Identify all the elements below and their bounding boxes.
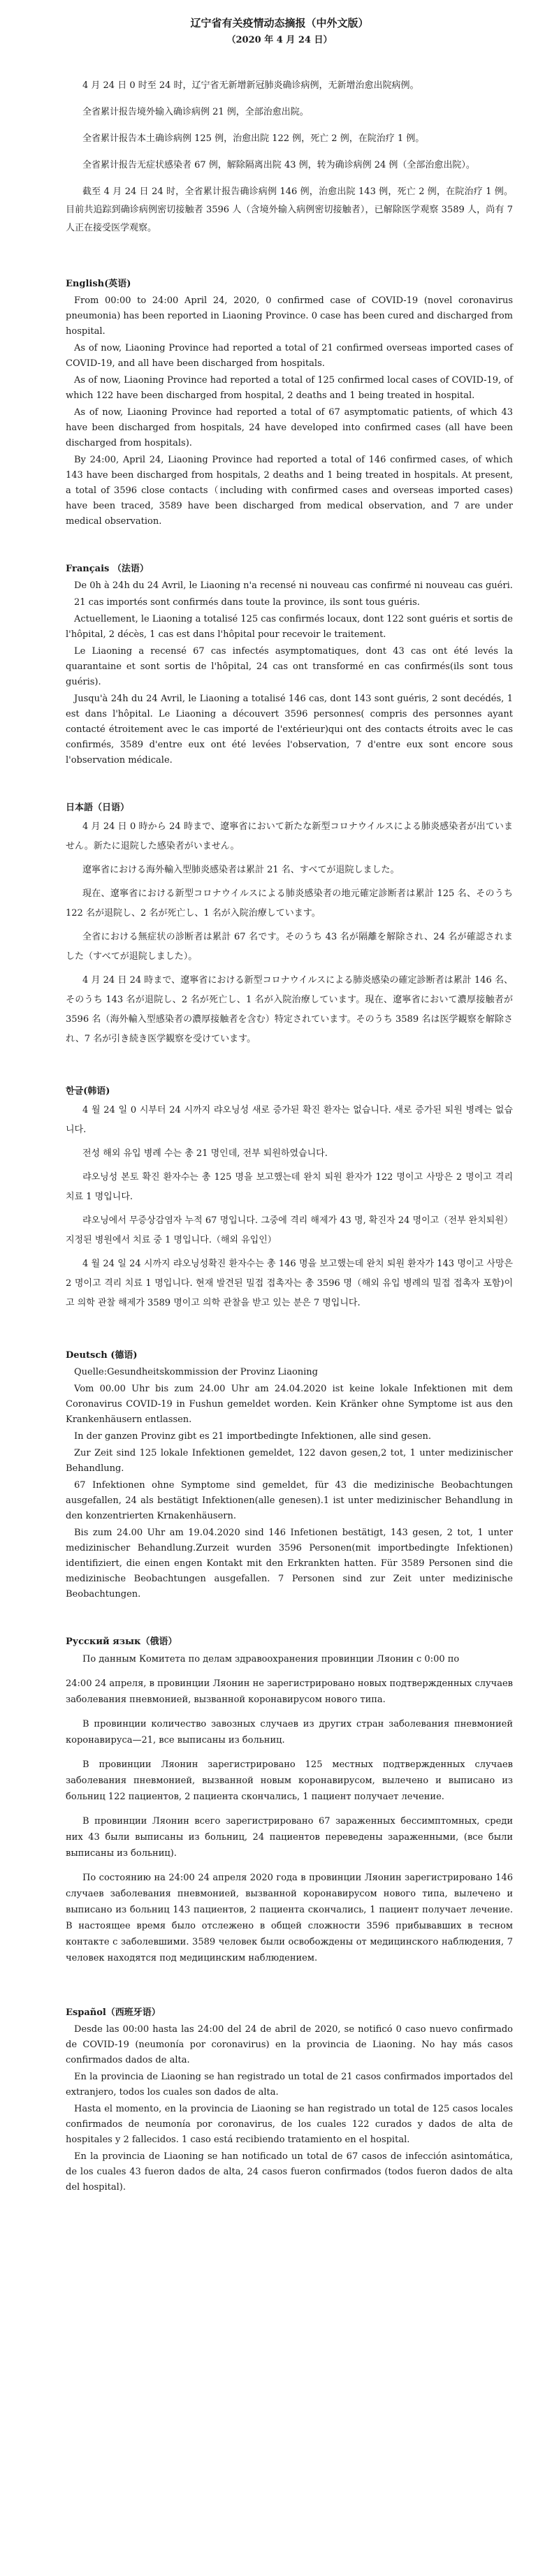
document-header [0,0,559,49]
english-heading: English(英语) [66,279,131,289]
japanese-paragraph: 遼寧省における海外輸入型肺炎感染者は累計 21 名、すべてが退院しました。 [82,865,400,875]
section-divider [66,1604,513,1630]
japanese-heading: 日本語（日语） [66,803,130,813]
zh-paragraph: 截至 4 月 24 日 24 时，全省累计报告确诊病例 146 例，治愈出院 143 例，死亡 2 例，在院治疗 1 例。目前共追踪到确诊病例密切接触者 3596 人（含境外输入病例密切接触者），已解除医学观察 3589 人，尚有 7 人正在接受医学观察。 [66,186,513,233]
document-title: 辽宁省有关疫情动态摘报（中外文版） [190,17,369,29]
japanese-paragraph: 4 月 24 日 24 時まで、遼寧省における新型コロナウイルスによる肺炎感染の確定診断者は累計 146 名、そのうち 143 名が退院し、2 名が死亡し、1 名が入院治療しています。現在、遼寧省において濃厚接触者が 3596 名（海外輸入型感染者の濃厚接触者を含む）特定されています。そのうち 3589 名は医学観察を解除され、7 名が引き続き医学観察を受けています。 [66,975,513,1044]
section-japanese [66,799,513,1049]
section-chinese [66,77,513,237]
korean-paragraph: 랴오닝성 본토 확진 환자수는 총 125 명을 보고했는데 완치 퇴원 환자가 122 명이고 사망은 2 명이고 격리 치료 1 명입니다. [66,1172,513,1202]
spanish-paragraph: En la provincia de Liaoning se han registrado un total de 21 casos confirmados importados del extranjero, todos los cuales son dados de alta. [66,2072,513,2098]
french-paragraph: Jusqu'à 24h du 24 Avril, le Liaoning a totalisé 146 cas, dont 143 sont guéris, 2 sont decédés, 1 est dans l'hôpital. Le Liaoning a découvert 3596 personnes( compris des personnes ayant contacté étroitement avec le cas importé de l'extérieur)qui ont des contacts étroits avec le cas confirmés, 3589 d'entre eux ont été levées l'observation, 7 d'entre eux sont encore sous l'observation médicale. [66,694,513,766]
section-divider [66,1053,513,1080]
zh-paragraph: 4 月 24 日 0 时至 24 时，辽宁省无新增新冠肺炎确诊病例，无新增治愈出院病例。 [82,80,419,91]
french-paragraph: 21 cas importés sont confirmés dans toute la province, ils sont tous guéris. [74,597,420,608]
section-russian [66,1633,513,1966]
korean-paragraph: 랴오닝에서 무증상감염자 누적 67 명입니다. 그중에 격리 해제가 43 명, 확진자 24 명이고（전부 완치퇴원）지정된 병원에서 치료 중 1 명입니다.（해외 유입인） [66,1215,513,1245]
section-divider [66,246,513,272]
russian-paragraph: В провинции Ляонин зарегистрировано 125 местных подтвержденных случаев заболевания пневмонией, вызванной новым коронавирусом, вылечено и выписано из больниц 122 пациентов, 2 пациента скончались, 1 пациент получает лечение. [66,1759,513,1802]
german-heading: Deutsch (德语) [66,1350,138,1361]
german-paragraph: In der ganzen Provinz gibt es 21 importbedingte Infektionen, alle sind gesen. [74,1431,432,1442]
russian-paragraph: По состоянию на 24:00 24 апреля 2020 года в провинции Ляонин зарегистрировано 146 случаев заболевания пневмонией, вызванной коронавирусом нового типа, вылечено и выписано из больниц 143 пациентов, 2 пациента скончались, 1 пациент получает лечение. В настоящее время было отслежено в общей сложности 3596 прибывавших в тесном контакте с заболевшими. 3589 человек были освобождены от медицинского наблюдения, 7 человек находятся под медицинским наблюдением. [66,1873,513,1963]
section-divider [66,531,513,557]
japanese-paragraph: 4 月 24 日 0 時から 24 時まで、遼寧省において新たな新型コロナウイルスによる肺炎感染者が出ていません。新たに退院した感染者がいません。 [66,821,513,851]
section-german [66,1347,513,1602]
zh-paragraph: 全省累计报告无症状感染者 67 例，解除隔离出院 43 例，转为确诊病例 24 例（全部治愈出院）。 [82,160,475,170]
russian-heading: Русский язык（俄语） [66,1637,177,1647]
section-spanish [66,2004,513,2195]
section-french [66,560,513,768]
spanish-paragraph: En la provincia de Liaoning se han notificado un total de 67 casos de infección asintomática, de los cuales 43 fueron dados de alta, 24 casos fueron confirmados (todos fueron dados de alta del hospital). [66,2151,513,2193]
section-divider [66,1975,513,2001]
russian-paragraph: По данным Комитета по делам здравоохранения провинции Ляонин с 0:00 по [82,1654,460,1664]
section-divider [66,1317,513,1344]
section-english [66,275,513,529]
french-paragraph: Le Liaoning a recensé 67 cas infectés asymptomatiques, dont 43 cas ont été levés la quarantaine et sont sortis de l'hôpital, 24 cas ont transformé en cas confirmés(ils sont tous guéris). [66,646,513,687]
english-paragraph: By 24:00, April 24, Liaoning Province had reported a total of 146 confirmed cases, of which 143 have been discharged from hospitals, 2 deaths and 1 being treated in hospitals. At present, a total of 3596 close contacts（including with confirmed cases and overseas imported cases) have been traced, 3589 have been discharged from medical observation, and 7 are under medical observation. [66,455,513,527]
russian-paragraph: В провинции количество завозных случаев из других стран заболевания пневмонией коронавируса—21, все выписаны из больниц. [66,1719,513,1746]
spanish-heading: Español（西班牙语） [66,2007,161,2018]
german-paragraph: Vom 00.00 Uhr bis zum 24.00 Uhr am 24.04.2020 ist keine lokale Infektionen mit dem Coronavirus COVID-19 in Fushun gemeldet worden. Kein Kränker ohne Symptome ist aus den Krankenhäusern entlassen. [66,1384,513,1425]
german-paragraph: Zur Zeit sind 125 lokale Infektionen gemeldet, 122 davon gesen,2 tot, 1 unter medizinischer Behandlung. [66,1448,513,1474]
japanese-paragraph: 現在、遼寧省における新型コロナウイルスによる肺炎感染者の地元確定診断者は累計 125 名、そのうち 122 名が退院し、2 名が死亡し、1 名が入院治療しています。 [66,888,513,919]
russian-paragraph: 24:00 24 апреля, в провинции Ляонин не зарегистрировано новых подтвержденных случаев заболевания пневмонией, вызванной коронавирусом нового типа. [66,1678,513,1705]
english-paragraph: From 00:00 to 24:00 April 24, 2020, 0 confirmed case of COVID-19 (novel coronavirus pneumonia) has been reported in Liaoning Province. 0 case has been cured and discharged from hospital. [66,295,513,337]
german-paragraph: 67 Infektionen ohne Symptome sind gemeldet, für 43 die medizinische Beobachtungen ausgefallen, 24 als bestätigt Infektionen(alle genesen).1 ist unter medizinischer Behandlung in den konzentrierten Krnakenhäusern. [66,1480,513,1521]
document-date: （2020 年 4 月 24 日） [226,35,333,45]
english-paragraph: As of now, Liaoning Province had reported a total of 67 asymptomatic patients, of which 43 have been discharged from hospitals, 24 have developed into confirmed cases (all have been discharged from hospitals). [66,407,513,448]
russian-paragraph: В провинции Ляонин всего зарегистрировано 67 зараженных бессимптомных, среди них 43 были выписаны из больниц, 24 пациентов переведены зараженными, (все были выписаны из больниц). [66,1816,513,1859]
english-paragraph: As of now, Liaoning Province had reported a total of 21 confirmed overseas imported cases of COVID-19, and all have been discharged from hospitals. [66,343,513,369]
spanish-paragraph: Hasta el momento, en la provincia de Liaoning se han registrado un total de 125 casos locales confirmados de neumonía por coronavirus, de los cuales 122 curados y dados de alta de hospitales y 2 fallecidos. 1 caso está recibiendo tratamiento en el hospital. [66,2104,513,2145]
zh-paragraph: 全省累计报告本土确诊病例 125 例，治愈出院 122 例，死亡 2 例，在院治疗 1 例。 [82,133,425,144]
german-paragraph: Quelle:Gesundheitskommission der Provinz Liaoning [74,1367,318,1377]
korean-heading: 한글(韩语) [66,1086,110,1097]
korean-paragraph: 4 월 24 일 0 시부터 24 시까지 랴오닝성 새로 증가된 확진 환자는 없습니다. 새로 증가된 퇴원 병례는 없습니다. [66,1105,513,1135]
german-paragraph: Bis zum 24.00 Uhr am 19.04.2020 sind 146 Infetionen bestätigt, 143 gesen, 2 tot, 1 unter medizinischer Behandlung.Zurzeit wurden 3596 Personen(mit importbedingte Infektionen) identifiziert, die einen engen Kontakt mit den Erkrankten hatten. Für 3589 Personen sind die medizinische Beobachtungen ausgefallen. 7 Personen sind zur Zeit unter medizinische Beobachtungen. [66,1528,513,1600]
english-paragraph: As of now, Liaoning Province had reported a total of 125 confirmed local cases of COVID-19, of which 122 have been discharged from hospital, 2 deaths and 1 being treated in hospital. [66,375,513,401]
korean-paragraph: 전성 해외 유입 병례 수는 총 21 명인데, 전부 퇴원하였습니다. [82,1148,328,1159]
spanish-paragraph: Desde las 00:00 hasta las 24:00 del 24 de abril de 2020, se notificó 0 caso nuevo confirmado de COVID-19 (neumonía por coronavirus) en la provincia de Liaoning. No hay más casos confirmados dados de alta. [66,2024,513,2065]
section-divider [66,770,513,796]
french-heading: Français （法语） [66,564,149,574]
french-paragraph: De 0h à 24h du 24 Avril, le Liaoning n'a recensé ni nouveau cas confirmé ni nouveau cas guéri. [74,580,513,591]
document-body [0,77,559,2195]
korean-paragraph: 4 월 24 일 24 시까지 랴오닝성확진 환자수는 총 146 명을 보고했는데 완치 퇴원 환자가 143 명이고 사망은 2 명이고 격리 치료 1 명입니다. 현재 발견된 밀접 접촉자는 총 3596 명（해외 유입 병례의 밀접 접촉자 포함)이고 의학 관찰 해제가 3589 명이고 의학 관찰을 받고 있는 분은 7 명입니다. [66,1259,513,1308]
french-paragraph: Actuellement, le Liaoning a totalisé 125 cas confirmés locaux, dont 122 sont guéris et sortis de l'hôpital, 2 décès, 1 cas est dans l'hôpital pour recevoir le traitement. [66,614,513,640]
section-korean [66,1083,513,1313]
zh-paragraph: 全省累计报告境外输入确诊病例 21 例，全部治愈出院。 [82,107,309,117]
japanese-paragraph: 全省における無症状の診断者は累計 67 名です。そのうち 43 名が隔離を解除され、24 名が確認されました（すべてが退院しました）。 [66,932,513,962]
